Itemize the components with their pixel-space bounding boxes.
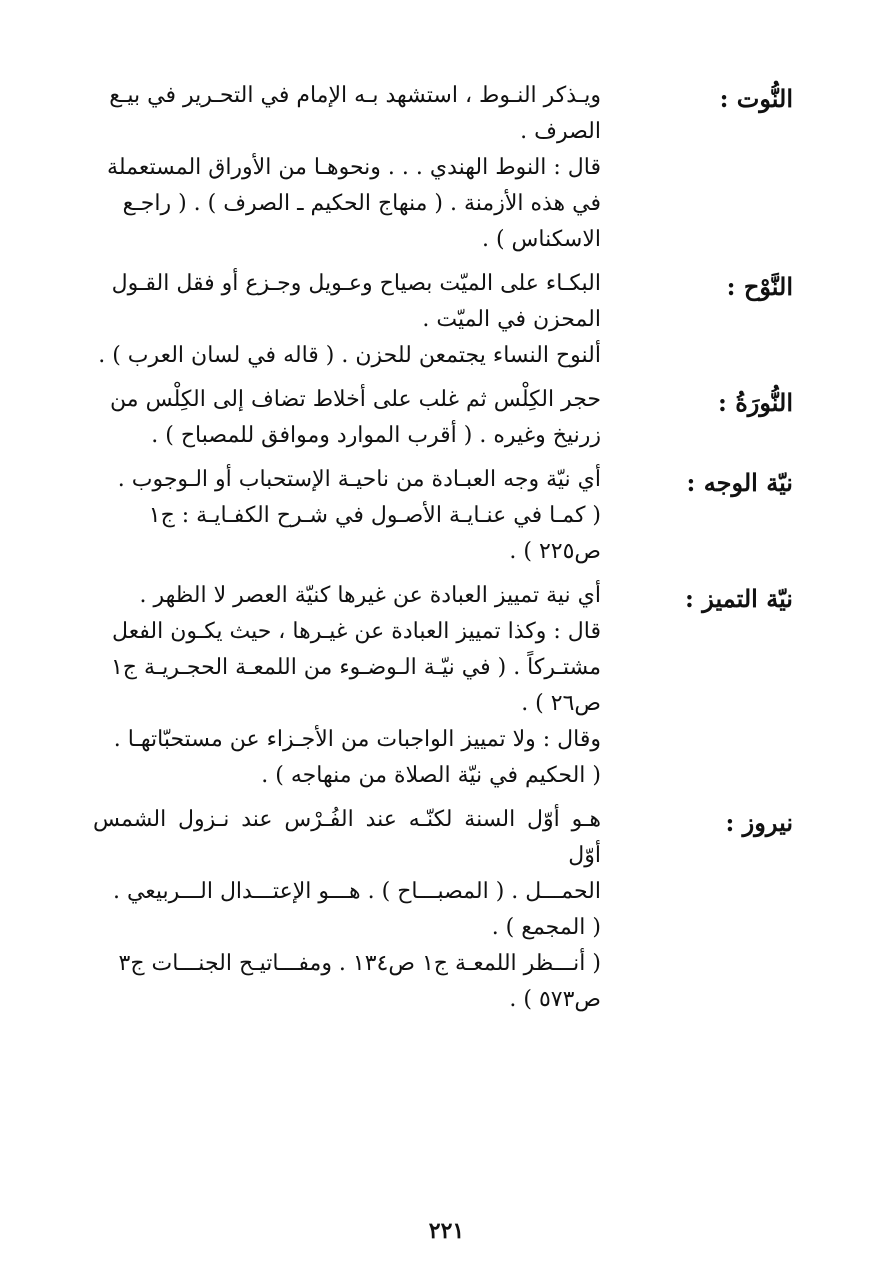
definition-line: زرنيخ وغيره . ( أقرب الموارد وموافق للمصباح ) . <box>151 423 601 448</box>
definition-line: ( المجمع ) . <box>491 915 601 940</box>
glossary-entry <box>93 382 793 454</box>
entry-definition <box>93 802 601 1018</box>
definition-line: المحزن في الميّت . <box>422 307 601 332</box>
definition-line: هـو أوّل السنة لكنّـه عند الفُـرْس عند نـزول الشمس أوّل <box>93 807 601 868</box>
entry-headword: النُّوت : <box>719 84 793 113</box>
entry-headword: نيّة التميز : <box>685 584 793 613</box>
entry-headword: النُّورَةُ : <box>718 388 793 417</box>
definition-line: قال : النوط الهندي . . . ونحوهـا من الأوراق المستعملة <box>107 155 601 180</box>
page-number: ٢٢١ <box>428 1218 465 1244</box>
definition-line: ( الحكيم في نيّة الصلاة من منهاجه ) . <box>261 763 601 788</box>
entry-definition <box>93 266 601 374</box>
entry-headword: نيروز : <box>725 808 793 837</box>
definition-line: الاسكناس ) . <box>481 227 601 252</box>
definition-line: أي نية تمييز العبادة عن غيرها كنيّة العصر لا الظهر . <box>139 583 601 608</box>
glossary-entry <box>93 78 793 258</box>
glossary-entries <box>93 78 793 1026</box>
definition-line: الصرف . <box>520 119 601 144</box>
entry-headword: النَّوْح : <box>726 272 793 301</box>
entry-definition <box>93 462 601 570</box>
entry-definition <box>93 78 601 258</box>
definition-line: أي نيّة وجه العبـادة من ناحيـة الإستحباب أو الـوجوب . <box>117 467 601 492</box>
glossary-entry <box>93 462 793 570</box>
definition-line: قال : وكذا تمييز العبادة عن غيـرها ، حيث يكـون الفعل <box>112 619 601 644</box>
definition-line: ( كمـا في عنـايـة الأصـول في شـرح الكفـايـة : ج١ <box>148 503 601 528</box>
definition-line: ص٢٢٥ ) . <box>509 539 601 564</box>
glossary-entry <box>93 266 793 374</box>
definition-line: حجر الكِلْس ثم غلب على أخلاط تضاف إلى الكِلْس من <box>110 387 601 412</box>
definition-line: ويـذكر النـوط ، استشهد بـه الإمام في التحـرير في بيـع <box>109 83 601 108</box>
definition-line: ( أنـــظر اللمعـة ج١ ص١٣٤ . ومفـــاتيـح الجنـــات ج٣ <box>118 951 601 976</box>
definition-line: مشتـركاً . ( في نيّـة الـوضـوء من اللمعـة الحجـريـة ج١ <box>110 655 601 680</box>
definition-line: في هذه الأزمنة . ( منهاج الحكيم ـ الصرف ) . ( راجـع <box>122 191 601 216</box>
definition-line: وقال : ولا تمييز الواجبات من الأجـزاء عن مستحبّاتهـا . <box>113 727 601 752</box>
definition-line: البكـاء على الميّت بصياح وعـويل وجـزع أو فقل القـول <box>111 271 601 296</box>
definition-line: الحمـــل . ( المصبـــاح ) . هـــو الإعتـــدال الـــربيعي . <box>112 879 601 904</box>
entry-definition <box>93 578 601 794</box>
entry-headword: نيّة الوجه : <box>686 468 793 497</box>
definition-line: ص٢٦ ) . <box>521 691 601 716</box>
definition-line: ص٥٧٣ ) . <box>509 987 601 1012</box>
glossary-entry <box>93 578 793 794</box>
definition-line: ألنوح النساء يجتمعن للحزن . ( قاله في لسان العرب ) . <box>98 343 601 368</box>
entry-definition <box>93 382 601 454</box>
glossary-entry <box>93 802 793 1018</box>
